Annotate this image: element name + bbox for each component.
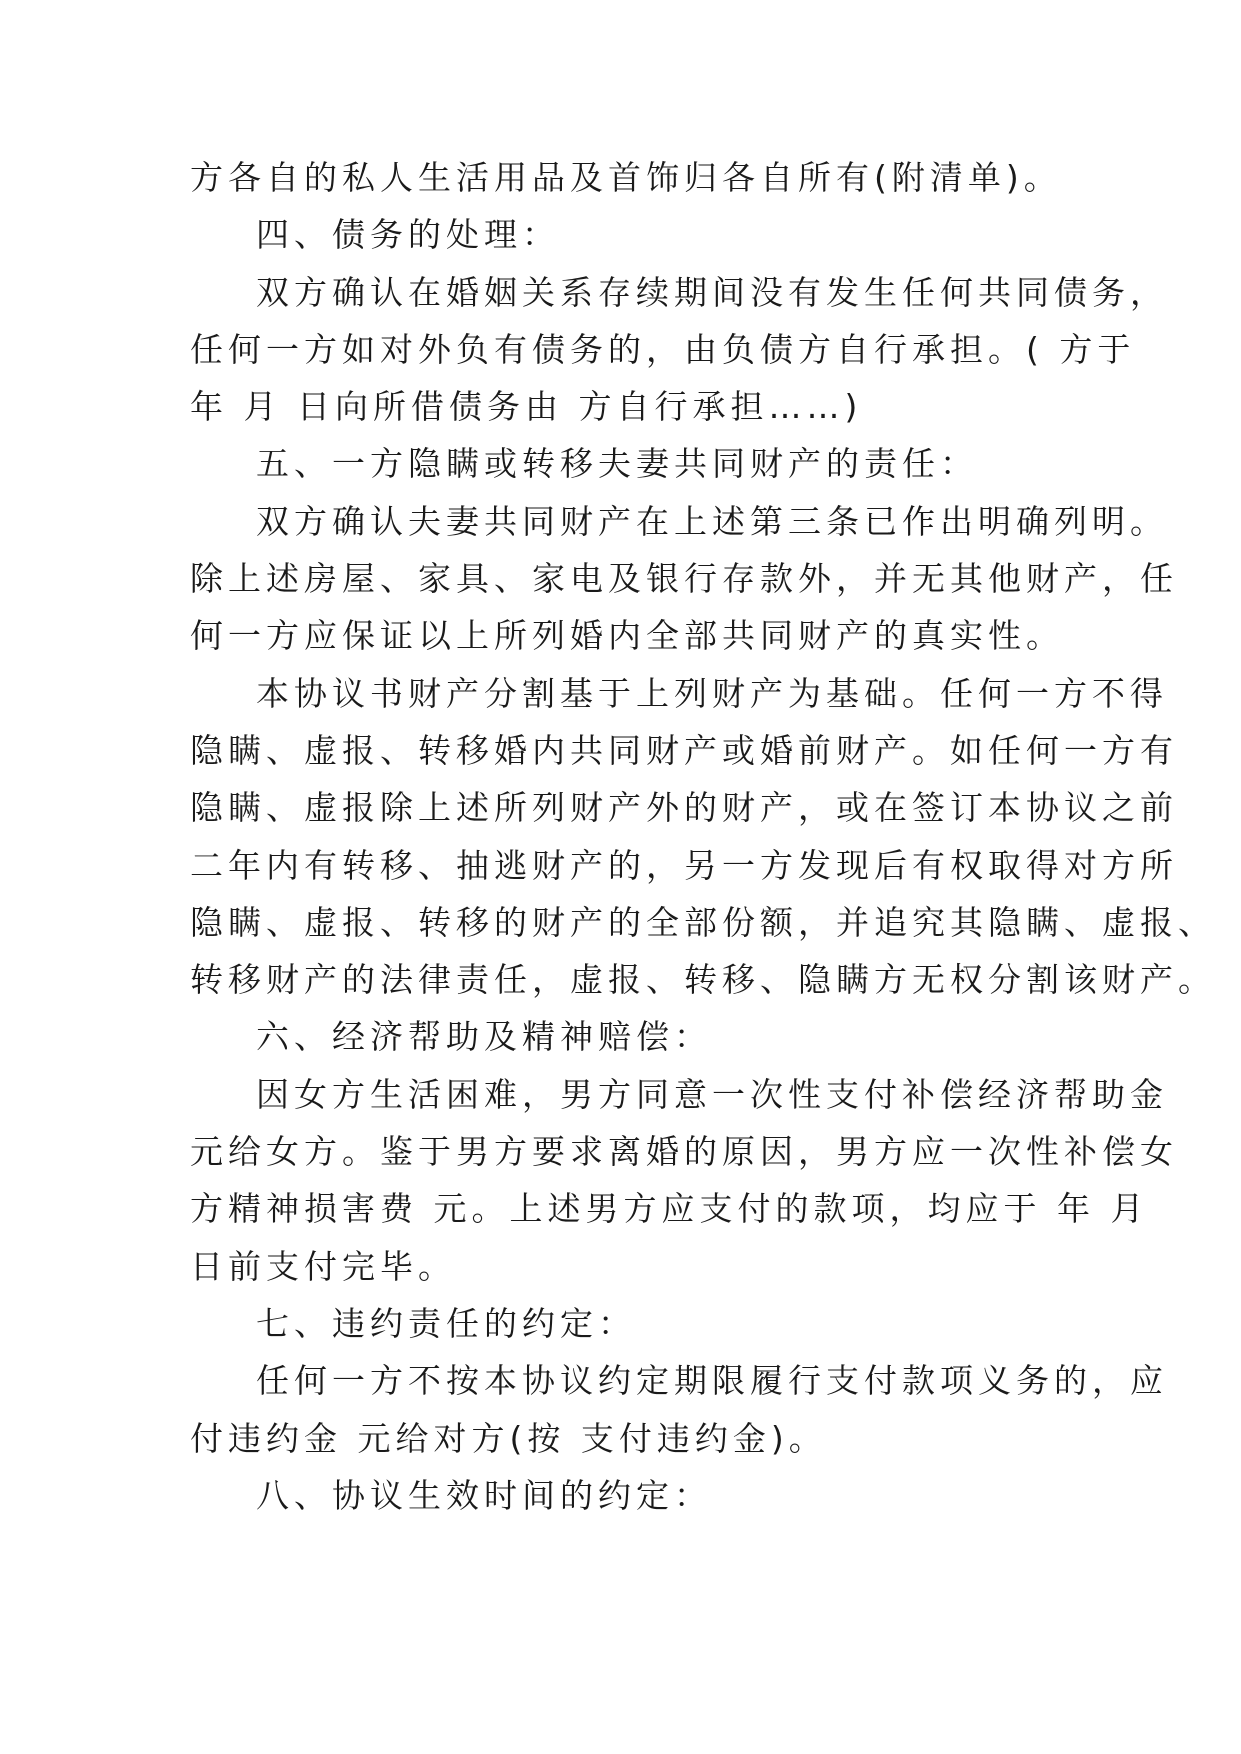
text-line: 任何一方如对外负有债务的，由负债方自行承担。( 方于 bbox=[190, 329, 1136, 369]
section-heading-compensation: 六、经济帮助及精神赔偿： bbox=[256, 1017, 712, 1057]
text-line: 二年内有转移、抽逃财产的，另一方发现后有权取得对方所 bbox=[190, 845, 1178, 885]
text-line: 隐瞒、虚报、转移的财产的全部份额，并追究其隐瞒、虚报、 bbox=[190, 902, 1216, 942]
text-line: 隐瞒、虚报、转移婚内共同财产或婚前财产。如任何一方有 bbox=[190, 730, 1178, 770]
text-line: 年 月 日向所借债务由 方自行承担……) bbox=[190, 387, 863, 427]
document-page bbox=[190, 156, 1216, 1531]
text-line: 元给女方。鉴于男方要求离婚的原因，男方应一次性补偿女 bbox=[190, 1132, 1178, 1172]
section-heading-concealment: 五、一方隐瞒或转移夫妻共同财产的责任： bbox=[256, 444, 978, 484]
text-line: 何一方应保证以上所列婚内全部共同财产的真实性。 bbox=[190, 616, 1064, 656]
text-line: 双方确认夫妻共同财产在上述第三条已作出明确列明。 bbox=[256, 501, 1168, 541]
text-line: 方精神损害费 元。上述男方应支付的款项，均应于 年 月 bbox=[190, 1189, 1149, 1229]
text-line: 转移财产的法律责任，虚报、转移、隐瞒方无权分割该财产。 bbox=[190, 960, 1216, 1000]
text-line: 方各自的私人生活用品及首饰归各自所有(附清单)。 bbox=[190, 158, 1062, 197]
section-heading-debts: 四、债务的处理： bbox=[256, 215, 560, 255]
text-line: 付违约金 元给对方(按 支付违约金)。 bbox=[190, 1418, 827, 1458]
section-heading-effective-date: 八、协议生效时间的约定： bbox=[256, 1475, 712, 1515]
text-line: 因女方生活困难，男方同意一次性支付补偿经济帮助金 bbox=[256, 1074, 1168, 1114]
text-line: 除上述房屋、家具、家电及银行存款外，并无其他财产，任 bbox=[190, 559, 1178, 599]
text-line: 隐瞒、虚报除上述所列财产外的财产，或在签订本协议之前 bbox=[190, 788, 1178, 828]
text-line: 本协议书财产分割基于上列财产为基础。任何一方不得 bbox=[256, 673, 1168, 713]
text-line: 日前支付完毕。 bbox=[190, 1246, 456, 1286]
section-heading-breach: 七、违约责任的约定： bbox=[256, 1303, 636, 1343]
text-line: 任何一方不按本协议约定期限履行支付款项义务的，应 bbox=[256, 1361, 1168, 1401]
text-line: 双方确认在婚姻关系存续期间没有发生任何共同债务， bbox=[256, 272, 1168, 312]
